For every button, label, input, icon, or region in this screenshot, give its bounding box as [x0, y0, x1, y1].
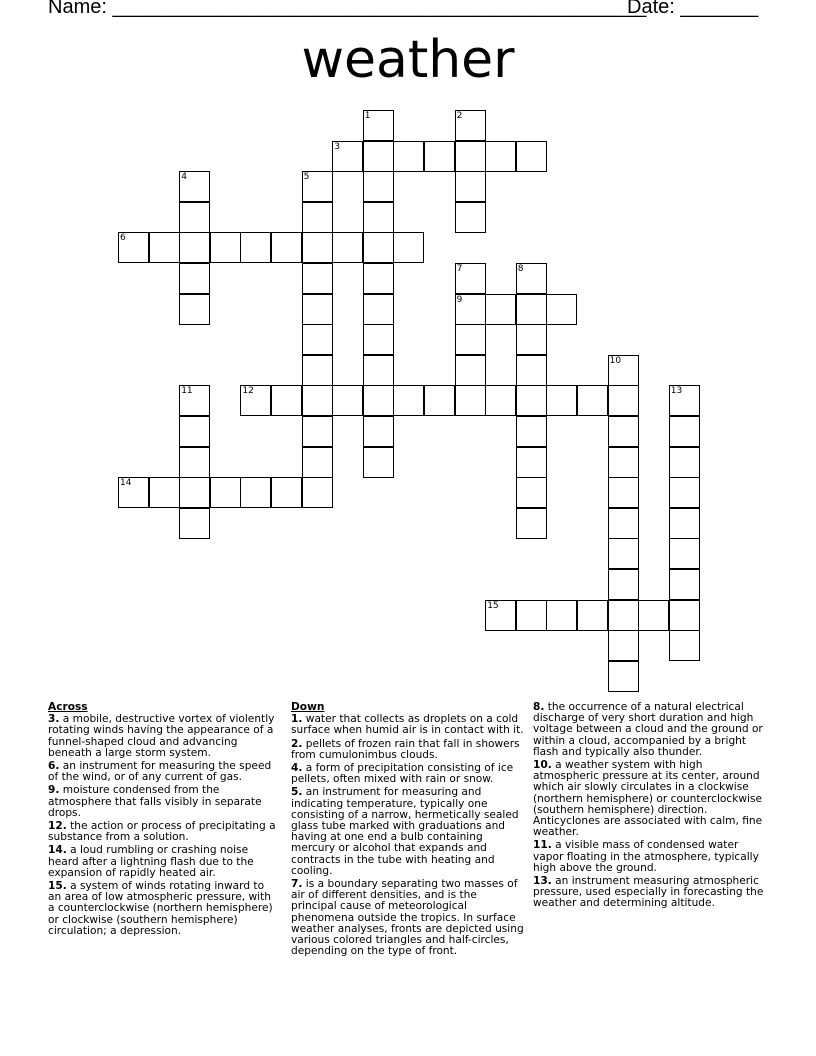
grid-cell[interactable]: [608, 661, 639, 692]
grid-cell[interactable]: [669, 508, 700, 539]
grid-cell[interactable]: [455, 171, 486, 202]
grid-cell[interactable]: [546, 385, 577, 416]
clue-text: the action or process of precipitating a substance from a solution.: [48, 820, 276, 844]
grid-cell[interactable]: [118, 232, 149, 263]
grid-cell[interactable]: [455, 294, 486, 325]
grid-cell[interactable]: [516, 416, 547, 447]
grid-cell[interactable]: [577, 385, 608, 416]
clue-number-label: 14: [120, 478, 132, 489]
clue-number-label: 11: [181, 386, 193, 397]
clue-text: the occurrence of a natural electrical discharge of very short duration and high voltage between a cloud and the ground or within a cloud, accompanied by a bright flash and typically also thunder.: [533, 701, 763, 758]
grid-cell[interactable]: [393, 232, 424, 263]
grid-cell[interactable]: [271, 385, 302, 416]
grid-cell[interactable]: [516, 263, 547, 294]
grid-cell[interactable]: [455, 324, 486, 355]
clue-number: 9.: [48, 784, 60, 797]
grid-cell[interactable]: [485, 141, 516, 172]
grid-cell[interactable]: [455, 141, 486, 172]
grid-cell[interactable]: [302, 232, 333, 263]
grid-cell[interactable]: [302, 447, 333, 478]
grid-cell[interactable]: [516, 508, 547, 539]
grid-cell[interactable]: [393, 141, 424, 172]
clue-down-2: [291, 739, 525, 761]
clue-number-label: 7: [456, 264, 463, 274]
clue-number: 2.: [291, 737, 303, 750]
grid-cell[interactable]: [240, 477, 271, 508]
clue-down-11: [533, 840, 765, 874]
grid-cell[interactable]: [179, 385, 210, 416]
clue-down-10: [533, 760, 765, 838]
clue-across-12: [48, 821, 280, 843]
clue-down-7: [291, 879, 525, 957]
grid-cell[interactable]: [669, 416, 700, 447]
clue-down-5: [291, 787, 525, 877]
grid-cell[interactable]: [424, 385, 455, 416]
clue-down-1: [291, 714, 525, 736]
grid-cell[interactable]: [363, 385, 394, 416]
grid-cell[interactable]: [179, 232, 210, 263]
clue-number: 12.: [48, 820, 67, 833]
clue-across-6: [48, 761, 280, 783]
grid-cell[interactable]: [546, 294, 577, 325]
grid-cell[interactable]: [516, 355, 547, 386]
clue-number: 10.: [533, 759, 552, 772]
clue-text: a mobile, destructive vortex of violently rotating winds having the appearance of a funnel-shaped cloud and advancing beneath a large storm system.: [48, 713, 275, 759]
grid-cell[interactable]: [363, 232, 394, 263]
clue-number: 3.: [48, 713, 60, 726]
clue-text: water that collects as droplets on a cold surface when humid air is in contact with it.: [291, 713, 524, 737]
clue-number-label: 9: [456, 294, 463, 305]
grid-cell[interactable]: [485, 600, 516, 631]
grid-cell[interactable]: [240, 385, 271, 416]
clue-across-9: [48, 785, 280, 819]
grid-cell[interactable]: [179, 263, 210, 294]
grid-cell[interactable]: [363, 355, 394, 386]
clue-number-label: 13: [670, 386, 683, 397]
grid-cell[interactable]: [179, 447, 210, 478]
grid-cell[interactable]: [516, 447, 547, 478]
grid-cell[interactable]: [363, 141, 394, 172]
clue-number: 7.: [291, 878, 303, 891]
grid-cell[interactable]: [608, 508, 639, 539]
clue-number-label: 8: [517, 264, 524, 274]
grid-cell[interactable]: [363, 294, 394, 325]
grid-cell[interactable]: [302, 477, 333, 508]
grid-cell[interactable]: [210, 232, 241, 263]
across-clues: [48, 702, 280, 939]
grid-cell[interactable]: [118, 477, 149, 508]
grid-cell[interactable]: [179, 294, 210, 325]
grid-cell[interactable]: [669, 630, 700, 661]
grid-cell[interactable]: [179, 202, 210, 233]
clue-text: a weather system with high atmospheric pressure at its center, around which air slowly circulates in a clockwise (northern hemisphere) or counterclockwise (southern hemisphere) direction. Anticyclones are associated with calm, fine weather.: [533, 759, 763, 839]
grid-cell[interactable]: [455, 263, 486, 294]
grid-cell[interactable]: [179, 477, 210, 508]
grid-cell[interactable]: [363, 324, 394, 355]
clue-number: 1.: [291, 713, 303, 726]
grid-cell[interactable]: [332, 141, 363, 172]
date-field[interactable]: Date: _______: [627, 0, 759, 18]
clue-text: moisture condensed from the atmosphere that falls visibly in separate drops.: [48, 784, 262, 819]
grid-cell[interactable]: [516, 477, 547, 508]
grid-cell[interactable]: [179, 416, 210, 447]
clue-text: a visible mass of condensed water vapor floating in the atmosphere, typically high above the ground.: [533, 839, 759, 874]
grid-cell[interactable]: [455, 202, 486, 233]
grid-cell[interactable]: [455, 385, 486, 416]
name-field[interactable]: Name: ________________________________________________: [48, 0, 647, 18]
grid-cell[interactable]: [302, 171, 333, 202]
clue-down-8: [533, 702, 765, 758]
grid-cell[interactable]: [608, 355, 639, 386]
grid-cell[interactable]: [302, 385, 333, 416]
grid-cell[interactable]: [179, 508, 210, 539]
grid-cell[interactable]: [516, 600, 547, 631]
grid-cell[interactable]: [149, 232, 180, 263]
grid-cell[interactable]: [608, 569, 639, 600]
clue-text: pellets of frozen rain that fall in showers from cumulonimbus clouds.: [291, 737, 520, 761]
page-title: weather: [301, 30, 515, 90]
grid-cell[interactable]: [669, 477, 700, 508]
grid-cell[interactable]: [608, 600, 639, 631]
grid-cell[interactable]: [669, 600, 700, 631]
grid-cell[interactable]: [516, 141, 547, 172]
grid-cell[interactable]: [608, 416, 639, 447]
grid-cell[interactable]: [485, 385, 516, 416]
grid-cell[interactable]: [302, 294, 333, 325]
grid-cell[interactable]: [271, 477, 302, 508]
grid-cell[interactable]: [455, 110, 486, 141]
clue-down-13: [533, 876, 765, 910]
grid-cell[interactable]: [363, 110, 394, 141]
clue-number-label: 10: [609, 355, 622, 366]
down-clues-continued: [533, 702, 765, 912]
grid-cell[interactable]: [608, 630, 639, 661]
grid-cell[interactable]: [546, 600, 577, 631]
clue-number: 6.: [48, 760, 60, 773]
clue-number-label: 1: [364, 111, 371, 121]
clue-number-label: 4: [181, 172, 187, 183]
down-clues: [291, 702, 525, 959]
grid-cell[interactable]: [302, 324, 333, 355]
grid-cell[interactable]: [332, 232, 363, 263]
clue-number-label: 3: [334, 141, 340, 152]
clue-down-4: [291, 763, 525, 785]
grid-cell[interactable]: [363, 416, 394, 447]
grid-cell[interactable]: [577, 600, 608, 631]
grid-cell[interactable]: [393, 385, 424, 416]
grid-cell[interactable]: [608, 538, 639, 569]
grid-cell[interactable]: [608, 447, 639, 478]
grid-cell[interactable]: [608, 385, 639, 416]
grid-cell[interactable]: [240, 232, 271, 263]
grid-cell[interactable]: [638, 600, 669, 631]
clue-number-label: 12: [242, 386, 254, 397]
grid-cell[interactable]: [516, 385, 547, 416]
clue-number: 5.: [291, 786, 303, 799]
clue-number: 15.: [48, 880, 67, 893]
clue-number: 13.: [533, 875, 552, 888]
grid-cell[interactable]: [669, 569, 700, 600]
grid-cell[interactable]: [455, 355, 486, 386]
grid-cell[interactable]: [669, 385, 700, 416]
clue-number: 4.: [291, 762, 303, 775]
grid-cell[interactable]: [485, 294, 516, 325]
grid-cell[interactable]: [608, 477, 639, 508]
clue-text: a loud rumbling or crashing noise heard after a lightning flash due to the expansion of rapidly heated air.: [48, 844, 254, 879]
grid-cell[interactable]: [424, 141, 455, 172]
grid-cell[interactable]: [669, 538, 700, 569]
clue-text: an instrument for measuring the speed of the wind, or of any current of gas.: [48, 760, 272, 784]
clue-number: 14.: [48, 844, 67, 857]
grid-cell[interactable]: [363, 447, 394, 478]
clue-number: 11.: [533, 839, 552, 852]
clue-text: a form of precipitation consisting of ice pellets, often mixed with rain or snow.: [291, 762, 514, 786]
clue-across-15: [48, 881, 280, 937]
grid-cell[interactable]: [332, 385, 363, 416]
grid-cell[interactable]: [669, 447, 700, 478]
grid-cell[interactable]: [516, 324, 547, 355]
grid-cell[interactable]: [302, 355, 333, 386]
clue-number-label: 5: [303, 172, 310, 183]
grid-cell[interactable]: [149, 477, 180, 508]
clue-text: is a boundary separating two masses of air of different densities, and is the principal cause of meteorological phenomena outside the tropics. In surface weather analyses, fronts are depicted using various colored triangles and half-circles, depending on the type of front.: [291, 878, 524, 958]
clue-number: 8.: [533, 701, 545, 713]
clue-text: an instrument measuring atmospheric pressure, used especially in forecasting the weather and determining altitude.: [533, 875, 764, 910]
grid-cell[interactable]: [516, 294, 547, 325]
grid-cell[interactable]: [302, 263, 333, 294]
clue-across-3: [48, 714, 280, 759]
clue-number-label: 6: [120, 233, 126, 244]
grid-cell[interactable]: [363, 202, 394, 233]
grid-cell[interactable]: [179, 171, 210, 202]
down-heading: Down: [291, 701, 325, 713]
clue-text: an instrument for measuring and indicating temperature, typically one consisting of a narrow, hermetically sealed glass tube marked with graduations and having at one end a bulb containing mercury or alcohol that expands and contracts in the tube with heating and cooling.: [291, 786, 519, 877]
grid-cell[interactable]: [271, 232, 302, 263]
across-heading: Across: [48, 701, 88, 713]
clue-text: a system of winds rotating inward to an area of low atmospheric pressure, with a counterclockwise (northern hemisphere) or clockwise (southern hemisphere) circulation; a depression.: [48, 880, 273, 937]
grid-cell[interactable]: [302, 202, 333, 233]
clue-number-label: 15: [487, 600, 499, 611]
grid-cell[interactable]: [363, 263, 394, 294]
grid-cell[interactable]: [363, 171, 394, 202]
clue-number-label: 2: [456, 111, 463, 121]
clue-across-14: [48, 845, 280, 879]
grid-cell[interactable]: [210, 477, 241, 508]
grid-cell[interactable]: [302, 416, 333, 447]
